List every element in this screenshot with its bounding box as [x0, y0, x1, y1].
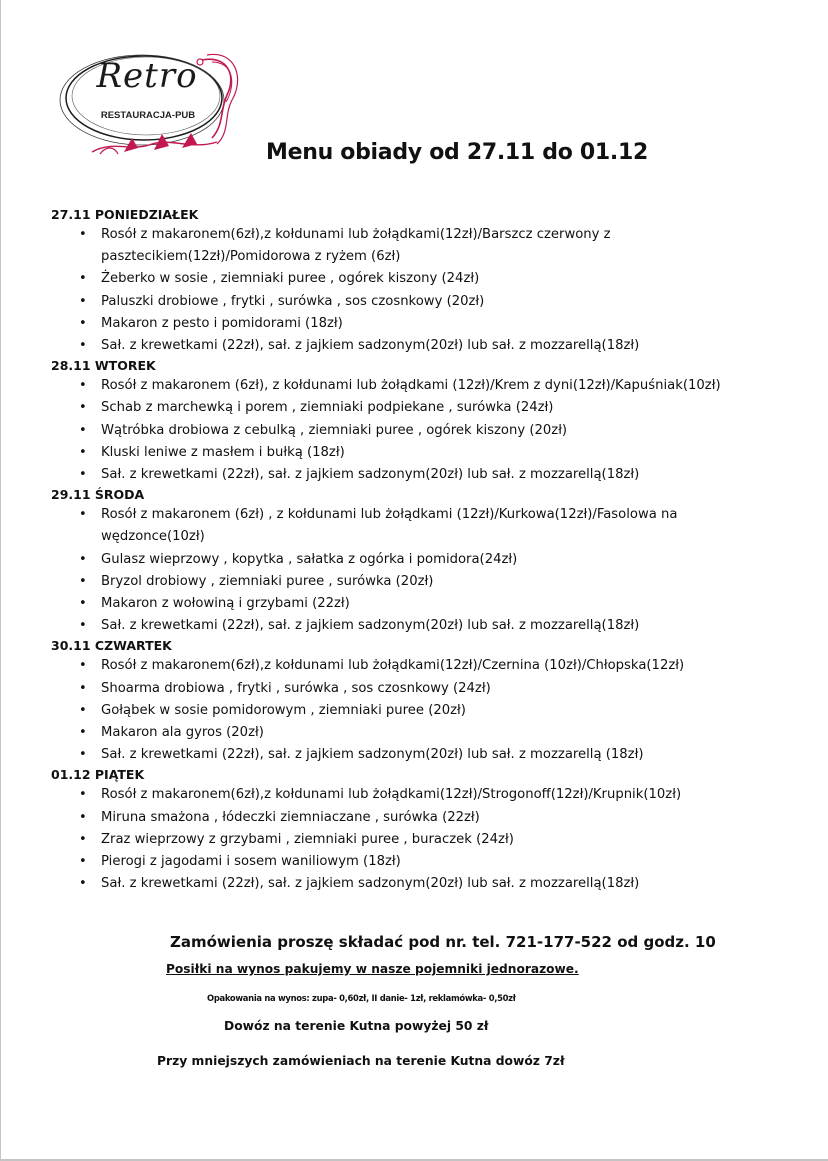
day-heading: 30.11 CZWARTEK: [51, 638, 172, 654]
menu-item-text: pasztecikiem(12zł)/Pomidorowa z ryżem (6zł): [101, 249, 401, 265]
menu-item: [51, 375, 821, 397]
menu-item: [51, 851, 821, 873]
page-title: Menu obiady od 27.11 do 01.12: [266, 140, 648, 165]
menu-item: [51, 224, 821, 268]
menu-item-text: Kluski leniwe z masłem i bułką (18zł): [101, 444, 345, 460]
menu-item-text: Żeberko w sosie , ziemniaki puree , ogórek kiszony (24zł): [101, 271, 480, 287]
menu-item: [51, 615, 821, 637]
bullet-icon: •: [79, 747, 87, 763]
menu-item-text: Rosół z makaronem(6zł),z kołdunami lub żołądkami(12zł)/Czernina (10zł)/Chłopska(12zł): [101, 658, 685, 674]
menu-item-text: Sał. z krewetkami (22zł), sał. z jajkiem sadzonym(20zł) lub sał. z mozzarellą(18zł): [101, 338, 640, 354]
bullet-icon: •: [79, 680, 87, 696]
bullet-icon: •: [79, 725, 87, 741]
menu-item: [51, 784, 821, 806]
day-heading: 29.11 ŚRODA: [51, 487, 145, 503]
bullet-icon: •: [79, 831, 87, 847]
day-heading: 01.12 PIĄTEK: [51, 767, 145, 783]
menu-item: [51, 829, 821, 851]
menu-item-text: Miruna smażona , łódeczki ziemniaczane , surówka (22zł): [101, 809, 480, 825]
menu-item: [51, 464, 821, 486]
day-section: [51, 357, 821, 486]
menu-item-text: Paluszki drobiowe , frytki , surówka , sos czosnkowy (20zł): [101, 293, 485, 309]
menu-item-text: Makaron z pesto i pomidorami (18zł): [101, 315, 343, 331]
menu-item-text: Rosół z makaronem(6zł),z kołdunami lub żołądkami(12zł)/Barszcz czerwony z: [101, 227, 611, 242]
logo-script-text: Retro: [96, 56, 198, 96]
page-border: [0, 0, 1, 1161]
day-heading: 27.11 PONIEDZIAŁEK: [51, 207, 199, 222]
bullet-icon: •: [79, 551, 87, 567]
bullet-icon: •: [79, 618, 87, 634]
bullet-icon: •: [79, 271, 87, 287]
bullet-icon: •: [79, 378, 87, 394]
menu-item-text: Sał. z krewetkami (22zł), sał. z jajkiem sadzonym(20zł) lub sał. z mozzarellą (18zł): [101, 747, 644, 763]
bullet-icon: •: [79, 596, 87, 612]
menu-item-text: Gulasz wieprzowy , kopytka , sałatka z ogórka i pomidora(24zł): [101, 551, 518, 567]
menu-item: [51, 700, 821, 722]
menu-item-text: Rosół z makaronem (6zł), z kołdunami lub żołądkami (12zł)/Krem z dyni(12zł)/Kapuśniak(10zł): [101, 378, 721, 394]
menu-item-text: Sał. z krewetkami (22zł), sał. z jajkiem sadzonym(20zł) lub sał. z mozzarellą(18zł): [101, 876, 640, 892]
packaging-note: Posiłki na wynos pakujemy w nasze pojemniki jednorazowe.: [166, 962, 579, 976]
menu-item: [51, 313, 821, 335]
menu-item: [51, 571, 821, 593]
menu-item: [51, 397, 821, 419]
bullet-icon: •: [79, 787, 87, 803]
packaging-prices: Opakowania na wynos: zupa- 0,60zł, II danie- 1zł, reklamówka- 0,50zł: [207, 993, 516, 1003]
menu-item: [51, 873, 821, 895]
menu-item-text: Bryzol drobiowy , ziemniaki puree , surówka (20zł): [101, 573, 434, 589]
bullet-icon: •: [79, 422, 87, 438]
menu-item-text: Sał. z krewetkami (22zł), sał. z jajkiem sadzonym(20zł) lub sał. z mozzarellą(18zł): [101, 618, 640, 634]
delivery-note: Dowóz na terenie Kutna powyżej 50 zł: [224, 1019, 489, 1033]
bullet-icon: •: [79, 444, 87, 460]
bullet-icon: •: [79, 702, 87, 718]
bullet-icon: •: [79, 315, 87, 331]
restaurant-logo: [52, 40, 252, 162]
bullet-icon: •: [79, 507, 87, 523]
menu-item: [51, 291, 821, 313]
bullet-icon: •: [79, 573, 87, 589]
menu-item-text: Makaron ala gyros (20zł): [101, 725, 264, 741]
menu-item: [51, 335, 821, 357]
menu-item: [51, 504, 821, 548]
bullet-icon: •: [79, 338, 87, 354]
menu-item: [51, 807, 821, 829]
menu-item-text: Pierogi z jagodami i sosem waniliowym (18zł): [101, 854, 401, 870]
bullet-icon: •: [79, 227, 87, 242]
orders-phone-note: Zamówienia proszę składać pod nr. tel. 721-177-522 od godz. 10: [170, 933, 716, 951]
menu-item-text: Gołąbek w sosie pomidorowym , ziemniaki puree (20zł): [101, 702, 466, 718]
menu-item-text: Rosół z makaronem(6zł),z kołdunami lub żołądkami(12zł)/Strogonoff(12zł)/Krupnik(10zł): [101, 787, 682, 803]
weekly-menu: [51, 206, 821, 895]
bullet-icon: •: [79, 658, 87, 674]
menu-item-text: Shoarma drobiowa , frytki , surówka , sos czosnkowy (24zł): [101, 680, 491, 696]
day-heading: 28.11 WTOREK: [51, 358, 156, 374]
menu-item-text: Zraz wieprzowy z grzybami , ziemniaki puree , buraczek (24zł): [101, 831, 514, 847]
menu-item-text: Makaron z wołowiną i grzybami (22zł): [101, 596, 350, 612]
menu-item: [51, 593, 821, 615]
logo-subtitle: RESTAURACJA-PUB: [100, 110, 196, 121]
bullet-icon: •: [79, 876, 87, 892]
menu-item-text: Sał. z krewetkami (22zł), sał. z jajkiem sadzonym(20zł) lub sał. z mozzarellą(18zł): [101, 467, 640, 483]
day-section: [51, 486, 821, 637]
menu-item-text: Schab z marchewką i porem , ziemniaki podpiekane , surówka (24zł): [101, 400, 554, 416]
day-section: [51, 766, 821, 895]
bullet-icon: •: [79, 467, 87, 483]
day-section: [51, 637, 821, 766]
menu-item: [51, 442, 821, 464]
menu-item: [51, 722, 821, 744]
bullet-icon: •: [79, 854, 87, 870]
menu-item-text: wędzonce(10zł): [101, 529, 205, 545]
menu-item: [51, 268, 821, 290]
menu-item: [51, 678, 821, 700]
menu-item: [51, 549, 821, 571]
bullet-icon: •: [79, 809, 87, 825]
menu-item: [51, 655, 821, 677]
bullet-icon: •: [79, 400, 87, 416]
delivery-small-orders-note: Przy mniejszych zamówieniach na terenie Kutna dowóz 7zł: [157, 1054, 565, 1068]
menu-item-text: Wątróbka drobiowa z cebulką , ziemniaki puree , ogórek kiszony (20zł): [101, 422, 568, 438]
menu-item: [51, 420, 821, 442]
menu-item: [51, 744, 821, 766]
menu-item-text: Rosół z makaronem (6zł) , z kołdunami lub żołądkami (12zł)/Kurkowa(12zł)/Fasolowa na: [101, 507, 678, 523]
bullet-icon: •: [79, 293, 87, 309]
day-section: [51, 206, 821, 357]
